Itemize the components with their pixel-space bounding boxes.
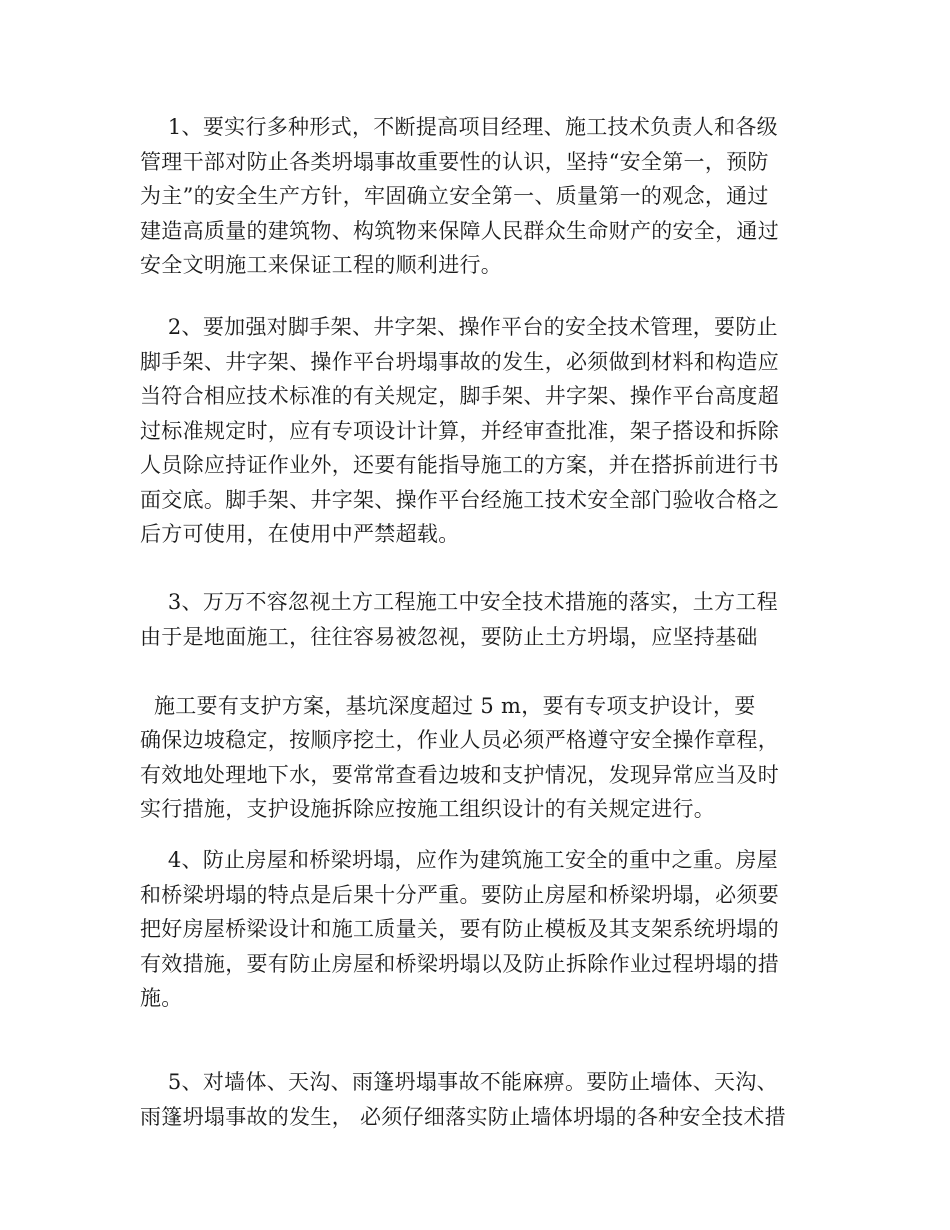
text-line: 施工要有支护方案，基坑深度超过 5 m，要有专项支护设计，要 [140, 693, 756, 718]
text-line: 安全文明施工来保证工程的顺利进行。 [140, 253, 503, 277]
text-line: 3、万万不容忽视土方工程施工中安全技术措施的落实，土方工程 [140, 590, 778, 614]
paragraph-1 [140, 110, 820, 283]
text-line: 当符合相应技术标准的有关规定，脚手架、井字架、操作平台高度超 [140, 384, 779, 408]
paragraph-2 [140, 310, 820, 552]
blank-line [140, 654, 820, 689]
text-line: 脚手架、井字架、操作平台坍塌事故的发生，必须做到材料和构造应 [140, 349, 779, 374]
text-line: 后方可使用，在使用中严禁超载。 [140, 522, 460, 546]
paragraph-4 [140, 843, 820, 1016]
text-line: 和桥梁坍塌的特点是后果十分严重。要防止房屋和桥梁坍塌，必须要 [140, 882, 779, 907]
text-line: 1、要实行多种形式，不断提高项目经理、施工技术负责人和各级 [140, 115, 778, 139]
text-line: 确保边坡稳定，按顺序挖土，作业人员必须严格遵守安全操作章程， [140, 728, 779, 752]
text-line: 管理干部对防止各类坍塌事故重要性的认识，坚持“安全第一，预防 [140, 149, 769, 174]
text-line: 为主”的安全生产方针，牢固确立安全第一、质量第一的观念，通过 [140, 184, 769, 208]
text-line: 有效措施，要有防止房屋和桥梁坍塌以及防止拆除作业过程坍塌的措 [140, 951, 779, 976]
text-line: 施。 [140, 986, 183, 1010]
text-line: 有效地处理地下水，要常常查看边坡和支护情况，发现异常应当及时 [140, 762, 779, 787]
paragraph-3 [140, 585, 820, 827]
text-line: 2、要加强对脚手架、井字架、操作平台的安全技术管理，要防止 [140, 315, 778, 339]
text-line: 雨篷坍塌事故的发生， 必须仔细落实防止墙体坍塌的各种安全技术措 [140, 1104, 786, 1129]
text-line: 人员除应持证作业外，还要有能指导施工的方案，并在搭拆前进行书 [140, 453, 779, 477]
paragraph-5 [140, 1065, 820, 1134]
text-line: 实行措施，支护设施拆除应按施工组织设计的有关规定进行。 [140, 797, 716, 821]
text-line: 把好房屋桥梁设计和施工质量关，要有防止模板及其支架系统坍塌的 [140, 917, 779, 941]
text-line: 4、防止房屋和桥梁坍塌，应作为建筑施工安全的重中之重。房屋 [140, 848, 778, 872]
text-line: 由于是地面施工，往往容易被忽视，要防止土方坍塌，应坚持基础 [140, 624, 758, 649]
text-line: 建造高质量的建筑物、构筑物来保障人民群众生命财产的安全，通过 [140, 218, 779, 243]
text-line: 过标准规定时，应有专项设计计算，并经审查批准，架子搭设和拆除 [140, 418, 779, 443]
text-line: 面交底。脚手架、井字架、操作平台经施工技术安全部门验收合格之 [140, 487, 779, 512]
text-line: 5、对墙体、天沟、雨篷坍塌事故不能麻痹。要防止墙体、天沟、 [140, 1070, 778, 1094]
